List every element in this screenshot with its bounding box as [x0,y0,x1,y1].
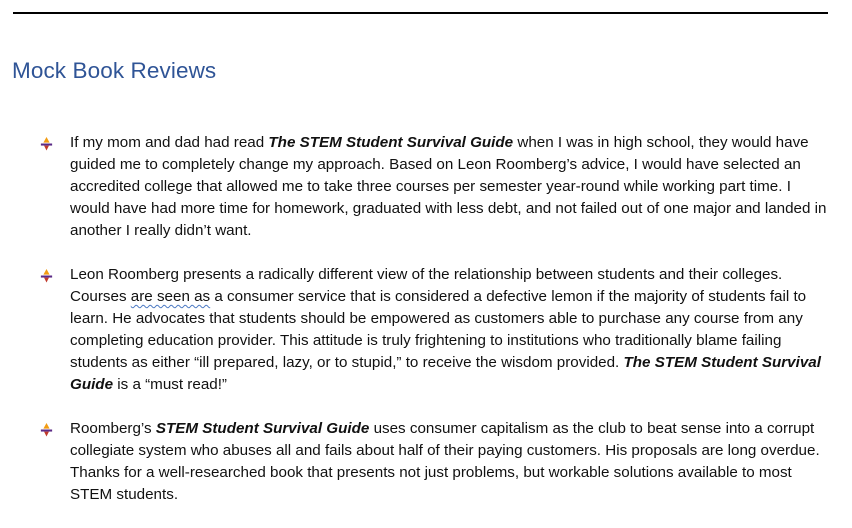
review-item-2 [0,264,852,396]
review-3-text-end: uses consumer capitalism as the club to beat sense into a corrupt collegiate system who abuses all and fails about half of their paying customers. His proposals are long overdue. Thanks for a well-researched book that presents not just problems, but workable solutions available to most STEM students. [70,420,820,503]
review-2-text-middle: a consumer service that is considered a defective lemon if the majority of students fail to learn. He advocates that students should be empowered as customers able to purchase any course from any completing education provider. This attitude is truly frightening to institutions who traditionally blame failing students as either “ill prepared, lazy, or to stupid,” to receive the wisdom provided. [70,288,807,371]
arrow-star-bullet-icon [39,268,54,283]
review-1-text-end: when I was in high school, they would have guided me to completely change my approach. Based on Leon Roomberg’s advice, I would have selected an accredited college that allowed me to take three courses per semester year-round while working part time. I would have had more time for homework, graduated with less debt, and not failed out of one major and landed in another I really didn’t want. [70,134,827,239]
review-2-text-end: is a “must read!” [113,376,227,393]
arrow-star-bullet-icon [39,422,54,437]
review-1-book-title: The STEM Student Survival Guide [268,134,514,151]
review-3-text-start: Roomberg’s [70,420,156,437]
review-list [0,132,852,528]
review-1-text-start: If my mom and dad had read [70,134,269,151]
arrow-star-bullet-icon [39,136,54,151]
document-heading: Mock Book Reviews [12,58,217,83]
review-item-1 [0,132,852,242]
review-2-book-title: The STEM Student Survival Guide [70,354,821,393]
review-3-book-title: STEM Student Survival Guide [155,420,370,437]
review-2-text-start: Leon Roomberg presents a radically different view of the relationship between students and their colleges. Courses [70,266,783,305]
grammar-flagged-phrase[interactable]: are seen as [130,288,211,305]
review-item-3 [0,418,852,506]
top-horizontal-rule [13,12,828,14]
